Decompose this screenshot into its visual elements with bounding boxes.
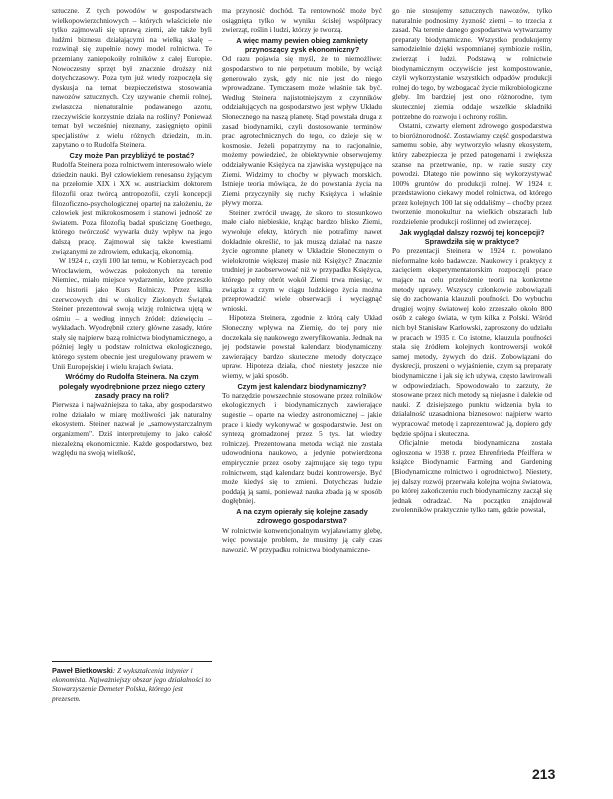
interview-question: Wróćmy do Rudolfa Steinera. Na czym polegały wyodrębnione przez niego cztery zasady pracy na roli? [58, 372, 206, 400]
article-column-1 [52, 6, 212, 738]
page-number: 213 [532, 766, 556, 782]
author-bio [52, 661, 212, 703]
paragraph: sztuczne. Z tych powodów w gospodarstwach wielkopowierzchniowych – których właściciele nie tylko zajmowali się uprawą ziemi, ale także byli ludźmi biznesu działającymi na wielką skalę – rozwinął się zupełnie nowy model rolnictwa. Te przemiany zaniepokoiły rolników z całej Europie. Nowoczesny sprzęt był znacznie droższy niż dotychczasowy. Poza tym już wtedy rozpoczęła się dyskusja na temat bezpieczeństwa stosowania nawozów sztucznych. Czy uzywanie chemii rolnej, zwłaszcza nienaturalnie podawanego azotu, rzeczywiście korzystnie działa na rośliny? Ponieważ temat był wcześniej nieznany, zasięgnięto opinii specjalistów z wielu różnych dziedzin, m.in. zapytano o to Rudolfa Steinera. [52, 6, 212, 150]
author-name: Paweł Bietkowski [52, 666, 113, 675]
paragraph: Steiner zwrócił uwagę, że skoro to stosunkowo małe ciało niebieskie, krążąc bardzo blisko Ziemi, wywołuje efekty, których nie potrafimy nawet dokładnie określić, to jak muszą działać na nasze życie ogromne planety w Układzie Słonecznym o wielokrotnie większej masie niż Księżyc? Znacznie trudniej je zaobserwować niż w przypadku Księżyca, którego pełny obrót wokół Ziemi trwa miesiąc, w związku z czym w ciągu ludzkiego życia można przeprowadzić wiele obserwacji i wyciągnąć wnioski. [222, 207, 382, 313]
paragraph: Po prezentacji Steinera w 1924 r. powołano nieformalne koło badawcze. Naukowcy i praktycy z zacięciem eksperymentatorskim rozpoczęli prace mające na celu przełożenie teorii na konkretne metody uprawy. Wszyscy członkowie zobowiązali się do zachowania klauzuli poufności. Do wybuchu drugiej wojny światowej koło zrzeszało około 800 osób z całego świata, w tym kilka z Polski. Wśród nich był Stanisław Karłowski, zaproszony do udziału w pracach w 1935 r. Co istotne, klauzula poufności stała się źródłem kolejnych kontrowersji wokół samej metody, żywych do dziś. Zobowiązani do dyskrecji, proszeni o wyjaśnienie, czym są preparaty biodynamiczne i jak się ich używa, często lawirowali w odpowiedziach. Spowodowało to zarzuty, że stosowane przez nich metody są niejasne i dalekie od nauki. Z dzisiejszego punktu widzenia była to działalność uzasadniona biznesowo: najpierw warto wypracować metodę i zaprezentować ją, dopiero gdy będzie spójna i skuteczna. [392, 246, 552, 438]
paragraph: To narzędzie powszechnie stosowane przez rolników ekologicznych i biodynamicznych zawierające sugestie – oparte na wiedzy astronomicznej – jakie prace i kiedy wykonywać w gospodarstwie. Jest on syntezą gromadzonej przez 5 tys. lat wiedzy rolniczej. Prezentowana metoda wciąż nie została udowodniona naukowo, a jedynie potwierdzona empirycznie przez osoby zajmujące się tego typu rolnictwem, stąd kalendarz budzi kontrowersje. Być może kiedyś się to zmieni. Dotychczas ludzie poddają ją sami, ponieważ nauka zbada ją w sposób dogłębniej. [222, 390, 382, 506]
paragraph: ma przynosić dochód. Ta rentowność może być osiągnięta tylko w wyniku ścisłej współpracy zwierząt, roślin i ludzi, którzy je tworzą. [222, 6, 382, 35]
paragraph: Ostatni, czwarty element zdrowego gospodarstwa to bioróżnorodność. Zostawiamy część gospodarstwa samemu sobie, aby wytworzyło własny ekosystem, który zabezpiecza je przed patogenami i zwiększa szanse na przetrwanie, np. w razie suszy czy powodzi. Dlatego nie powinno się wykorzystywać 100% gruntów do produkcji rolnej. W 1924 r. przedstawiono ciekawy model rolnictwa, od którego przez kolejnych 100 lat się oddaliśmy – choćby przez tworzenie monokultur na wielkich obszarach lub rozdzielenie produkcji roślinnej od zwierzęcej. [392, 121, 552, 227]
paragraph: W rolnictwie konwencjonalnym wyjaławiamy glebę, więc powstaje problem, że musimy ją cały czas nawozić. W przypadku rolnictwa biodynamiczne- [222, 525, 382, 554]
paragraph: Oficjalnie metoda biodynamiczna została ogłoszona w 1938 r. przez Ehrenfrieda Pfeiffera w książce Biodynamic Farming and Gardening [Biodynamiczne rolnictwo i ogrodnictwo]. Niestety, jej dalszy rozwój przerwała kolejna wojna światowa, po której zakończeniu ruch biodynamiczny zaczął się jednak odradzać. Na początku znajdował zwolenników praktycznie tylko tam, gdzie powstał, [392, 438, 552, 515]
interview-question: Czy może Pan przybliżyć te postać? [69, 150, 195, 160]
author-description: : Z wykształcenia inżynier i ekonomista. Najważniejszy obszar jego działalności to Stowarzyszenie Demeter Polska, którego jest prezesem. [52, 666, 211, 703]
interview-question: A na czym opierały się kolejne zasady zdrowego gospodarstwa? [236, 506, 368, 526]
article-column-2 [222, 6, 382, 738]
paragraph: go nie stosujemy sztucznych nawozów, tylko naturalnie podnosimy żyzność ziemi – to trzecia z zasad. Na terenie danego gospodarstwa wytwarzamy preparaty biodynamiczne. Wszystko produkujemy samodzielnie dzięki wspomnianej symbiozie roślin, zwierząt i ludzi. Podstawą w rolnictwie biodynamicznym oczywiście jest kompostowanie, czyli wykorzystanie wszystkich odpadów produkcji rolnej do tego, by wzbogacać życie mikrobiologiczne gleby. Im bardziej jest ono różnorodne, tym skuteczniej ziemia oddaje wszelkie składniki potrzebne do rozwoju i ochrony roślin. [392, 6, 552, 121]
paragraph: Od razu pojawia się myśl, że to niemożliwe: gospodarstwo to nie perpetuum mobile, by wciąż generowało zysk, gdy nic nie jest do niego wprowadzane. Tymczasem może właśnie tak być. Według Steinera najistotniejszym z czynników oddziałujących na gospodarstwo jest wpływ Układu Słonecznego na naszą planetę. Stąd powstała druga z zasad biodynamiki, czyli dostosowanie terminów prac agrotechnicznych do tego, co dzieje się w kosmosie. Jeżeli popatrzymy na to racjonalnie, możemy powiedzieć, że obiektywnie obserwujemy oddziaływanie Księżyca na zjawiska występujące na Ziemi. Widzimy to choćby w pływach morskich. Istnieje teoria mówiąca, że do powstania życia na Ziemi przyczyniły się ruchy Księżyca i właśnie pływy morza. [222, 54, 382, 208]
interview-question: Jak wyglądał dalszy rozwój tej koncepcji? Sprawdziła się w praktyce? [399, 227, 545, 246]
paragraph: Pierwsza i najważniejsza to taka, aby gospodarstwo rolne działało w miarę możliwości jak naturalny ekosystem. Steiner nazwał je „samowystarczalnym organizmem". Dziś interpretujemy to jako całość niezależną ekonomicznie. Każde gospodarstwo, bez względu na swoją wielkość, [52, 400, 212, 458]
paragraph: W 1924 r., czyli 100 lat temu, w Kobierzycach pod Wrocławiem, wówczas położonych na terenie Niemiec, miało miejsce wydarzenie, które przeszło do historii jako Kurs Rolniczy. Przez kilka czerwcowych dni w okolicy Zielonych Świątek Steiner prezentował swoją wizję rolnictwa ujętą w ośmiu – a według innych źródeł: dziewięciu – wykładach. Wyodrębnił cztery główne zasady, które stały się najpierw bazą rolnictwa biodynamicznego, a później legły u podstaw rolnictwa ekologicznego, którego system obecnie jest uregulowany prawem w Unii Europejskiej i wielu krajach świata. [52, 256, 212, 371]
paragraph: Hipoteza Steinera, zgodnie z którą cały Układ Słoneczny wpływa na Ziemię, do tej pory nie doczekała się naukowego zweryfikowania. Jednak na jej podstawie powstał kalendarz biodynamiczny zawierający bardzo skuteczne metody dotyczące upraw. Hipoteza działa, choć niestety jeszcze nie wiemy, w jaki sposób. [222, 313, 382, 380]
interview-question: Czym jest kalendarz biodynamiczny? [237, 381, 367, 391]
interview-question: A więc mamy pewien obieg zamknięty przynoszący zysk ekonomiczny? [236, 35, 368, 55]
article-column-3 [392, 6, 552, 738]
paragraph: Rudolfa Steinera poza rolnictwem interesowało wiele dziedzin nauki. Był człowiekiem renesansu żyjącym na przełomie XIX i XX w. austriackim doktorem filozofii oraz twórcą antropozofii, czyli koncepcji filozoficzno-psychologicznej opartej na założeniu, że człowiek jest mikrokosmosem i stanowi jedność ze światem. Poza filozofią badał spuściznę Goethego, którego twórczość wywarła duży wpływ na jego dalszą pracę. Zajmował się także kwestiami związanymi ze zdrowiem, edukacją, ekonomią. [52, 160, 212, 256]
